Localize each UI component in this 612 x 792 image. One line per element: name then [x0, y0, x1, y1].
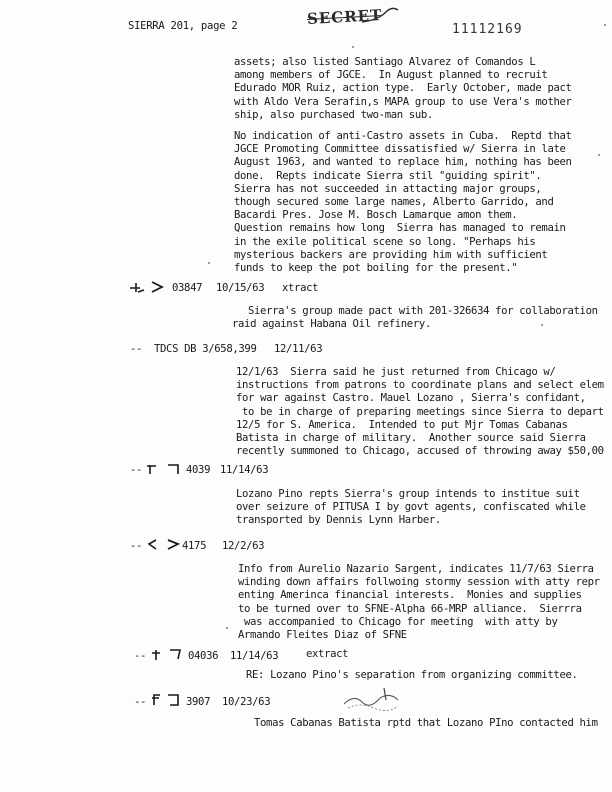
text-line: Bacardi Pres. Jose M. Bosch Lamarque amon them.: [234, 209, 518, 222]
text-line: Sierra's group made pact with 201-326634 for collaboration: [248, 305, 598, 317]
text-line: Edurado MOR Ruiz, action type. Early October, made pact: [234, 82, 572, 95]
text-line: RE: Lozano Pino's separation from organizing committee.: [246, 669, 578, 681]
entry-body: [238, 563, 612, 642]
text-line: Sierra has not succeeded in attacting major groups,: [234, 182, 542, 195]
entry-prefix: --: [134, 696, 147, 708]
page-header-title: SIERRA 201, page 2: [128, 20, 238, 32]
text-line: Lozano Pino repts Sierra's group intends to institue suit: [236, 488, 580, 500]
text-line: recently summoned to Chicago, accused of throwing away $50,00: [236, 445, 604, 458]
text-line: instructions from patrons to coordinate plans and select elem: [236, 379, 604, 392]
scan-speck: [604, 24, 606, 26]
text-line: enting Amerinca financial interests. Monies and supplies: [238, 589, 582, 602]
scan-speck: [352, 46, 354, 48]
entry-date: 12/11/63: [274, 343, 323, 355]
text-line: though secured some large names, Alberto Garrido, and: [234, 195, 554, 208]
text-line: Batista in charge of military. Another source said Sierra: [236, 431, 586, 444]
text-line: 12/5 for S. America. Intended to put Mjr Tomas Cabanas: [236, 418, 568, 431]
entry-body: [254, 717, 612, 730]
redaction-bracket-icon: [150, 692, 184, 708]
text-line: to be in charge of preparing meetings since Sierra to depart: [236, 405, 604, 418]
entry-ref: 03847: [172, 282, 203, 294]
text-line: transported by Dennis Lynn Harber.: [236, 514, 441, 527]
text-line: August 1963, and wanted to replace him, nothing has been: [234, 156, 572, 169]
text-line: Info from Aurelio Nazario Sargent, indicates 11/7/63 Sierra: [238, 563, 594, 575]
entry-note: xtract: [282, 282, 319, 294]
text-line: with Aldo Vera Serafin,s MAPA group to use Vera's mother: [234, 95, 572, 108]
text-line: to be turned over to SFNE-Alpha 66-MRP alliance. Sierrra: [238, 602, 582, 615]
text-line: done. Repts indicate Sierra stil "guiding spirit".: [234, 169, 542, 182]
text-line: 12/1/63 Sierra said he just returned from Chicago w/: [236, 366, 556, 378]
text-line: winding down affairs follwoing stormy session with atty repr: [238, 576, 600, 589]
text-line: over seizure of PITUSA I by govt agents, confiscated while: [236, 501, 586, 514]
stamp-flourish-icon: [360, 6, 400, 26]
text-line: assets; also listed Santiago Alvarez of Comandos L: [234, 56, 536, 68]
secret-stamp: SECRET: [306, 6, 383, 28]
summary-paragraph: [234, 130, 612, 275]
entry-body: [246, 669, 612, 682]
text-line: Tomas Cabanas Batista rptd that Lozano PIno contacted him: [254, 717, 598, 729]
text-line: in the exile political scene so long. "Perhaps his: [234, 235, 536, 248]
text-line: ship, also purchased two-man sub.: [234, 108, 433, 121]
entry-date: 11/14/63: [220, 464, 269, 476]
entry-prefix: --: [130, 464, 143, 476]
scan-speck: [208, 262, 210, 264]
entry-note: extract: [306, 648, 349, 660]
entry-date: 11/14/63: [230, 650, 279, 662]
text-line: was accompanied to Chicago for meeting with atty by: [238, 615, 558, 628]
redaction-bracket-icon: [146, 537, 184, 551]
entry-ref: 04036: [188, 650, 219, 662]
scribble-mark-icon: [340, 686, 404, 714]
scan-speck: [598, 154, 600, 156]
text-line: among members of JGCE. In August planned to recruit: [234, 69, 548, 82]
entry-prefix: --: [134, 650, 147, 662]
entry-date: 10/15/63: [216, 282, 265, 294]
document-number: 11112169: [452, 22, 523, 37]
text-line: mysterious backers are providing him with sufficient: [234, 248, 548, 261]
entry-prefix: --: [130, 343, 143, 355]
text-line: raid against Habana Oil refinery.: [232, 318, 431, 331]
text-line: for war against Castro. Mauel Lozano , Sierra's confidant,: [236, 392, 586, 405]
entry-body: [236, 488, 612, 528]
entry-body: [232, 305, 610, 331]
entry-date: 12/2/63: [222, 540, 265, 552]
entry-prefix: --: [130, 540, 143, 552]
text-line: Armando Fleites Diaz of SFNE: [238, 628, 407, 641]
redaction-bracket-icon: [150, 647, 188, 663]
entry-date: 10/23/63: [222, 696, 271, 708]
intro-paragraph: [234, 56, 612, 122]
entry-ref: 4175: [182, 540, 207, 552]
scan-speck: [226, 627, 228, 629]
redaction-bracket-icon: [146, 462, 186, 476]
text-line: Question remains how long Sierra has managed to remain: [234, 222, 566, 235]
entry-ref: 3907: [186, 696, 211, 708]
entry-ref: 4039: [186, 464, 211, 476]
entry-body: [236, 366, 612, 458]
text-line: No indication of anti-Castro assets in Cuba. Reptd that: [234, 130, 572, 142]
entry-ref: TDCS DB 3/658,399: [154, 343, 257, 355]
text-line: funds to keep the pot boiling for the present.": [234, 261, 518, 274]
text-line: JGCE Promoting Committee dissatisfied w/ Sierra in late: [234, 143, 566, 156]
redaction-bracket-icon: [128, 280, 170, 294]
scan-speck: [541, 324, 543, 326]
